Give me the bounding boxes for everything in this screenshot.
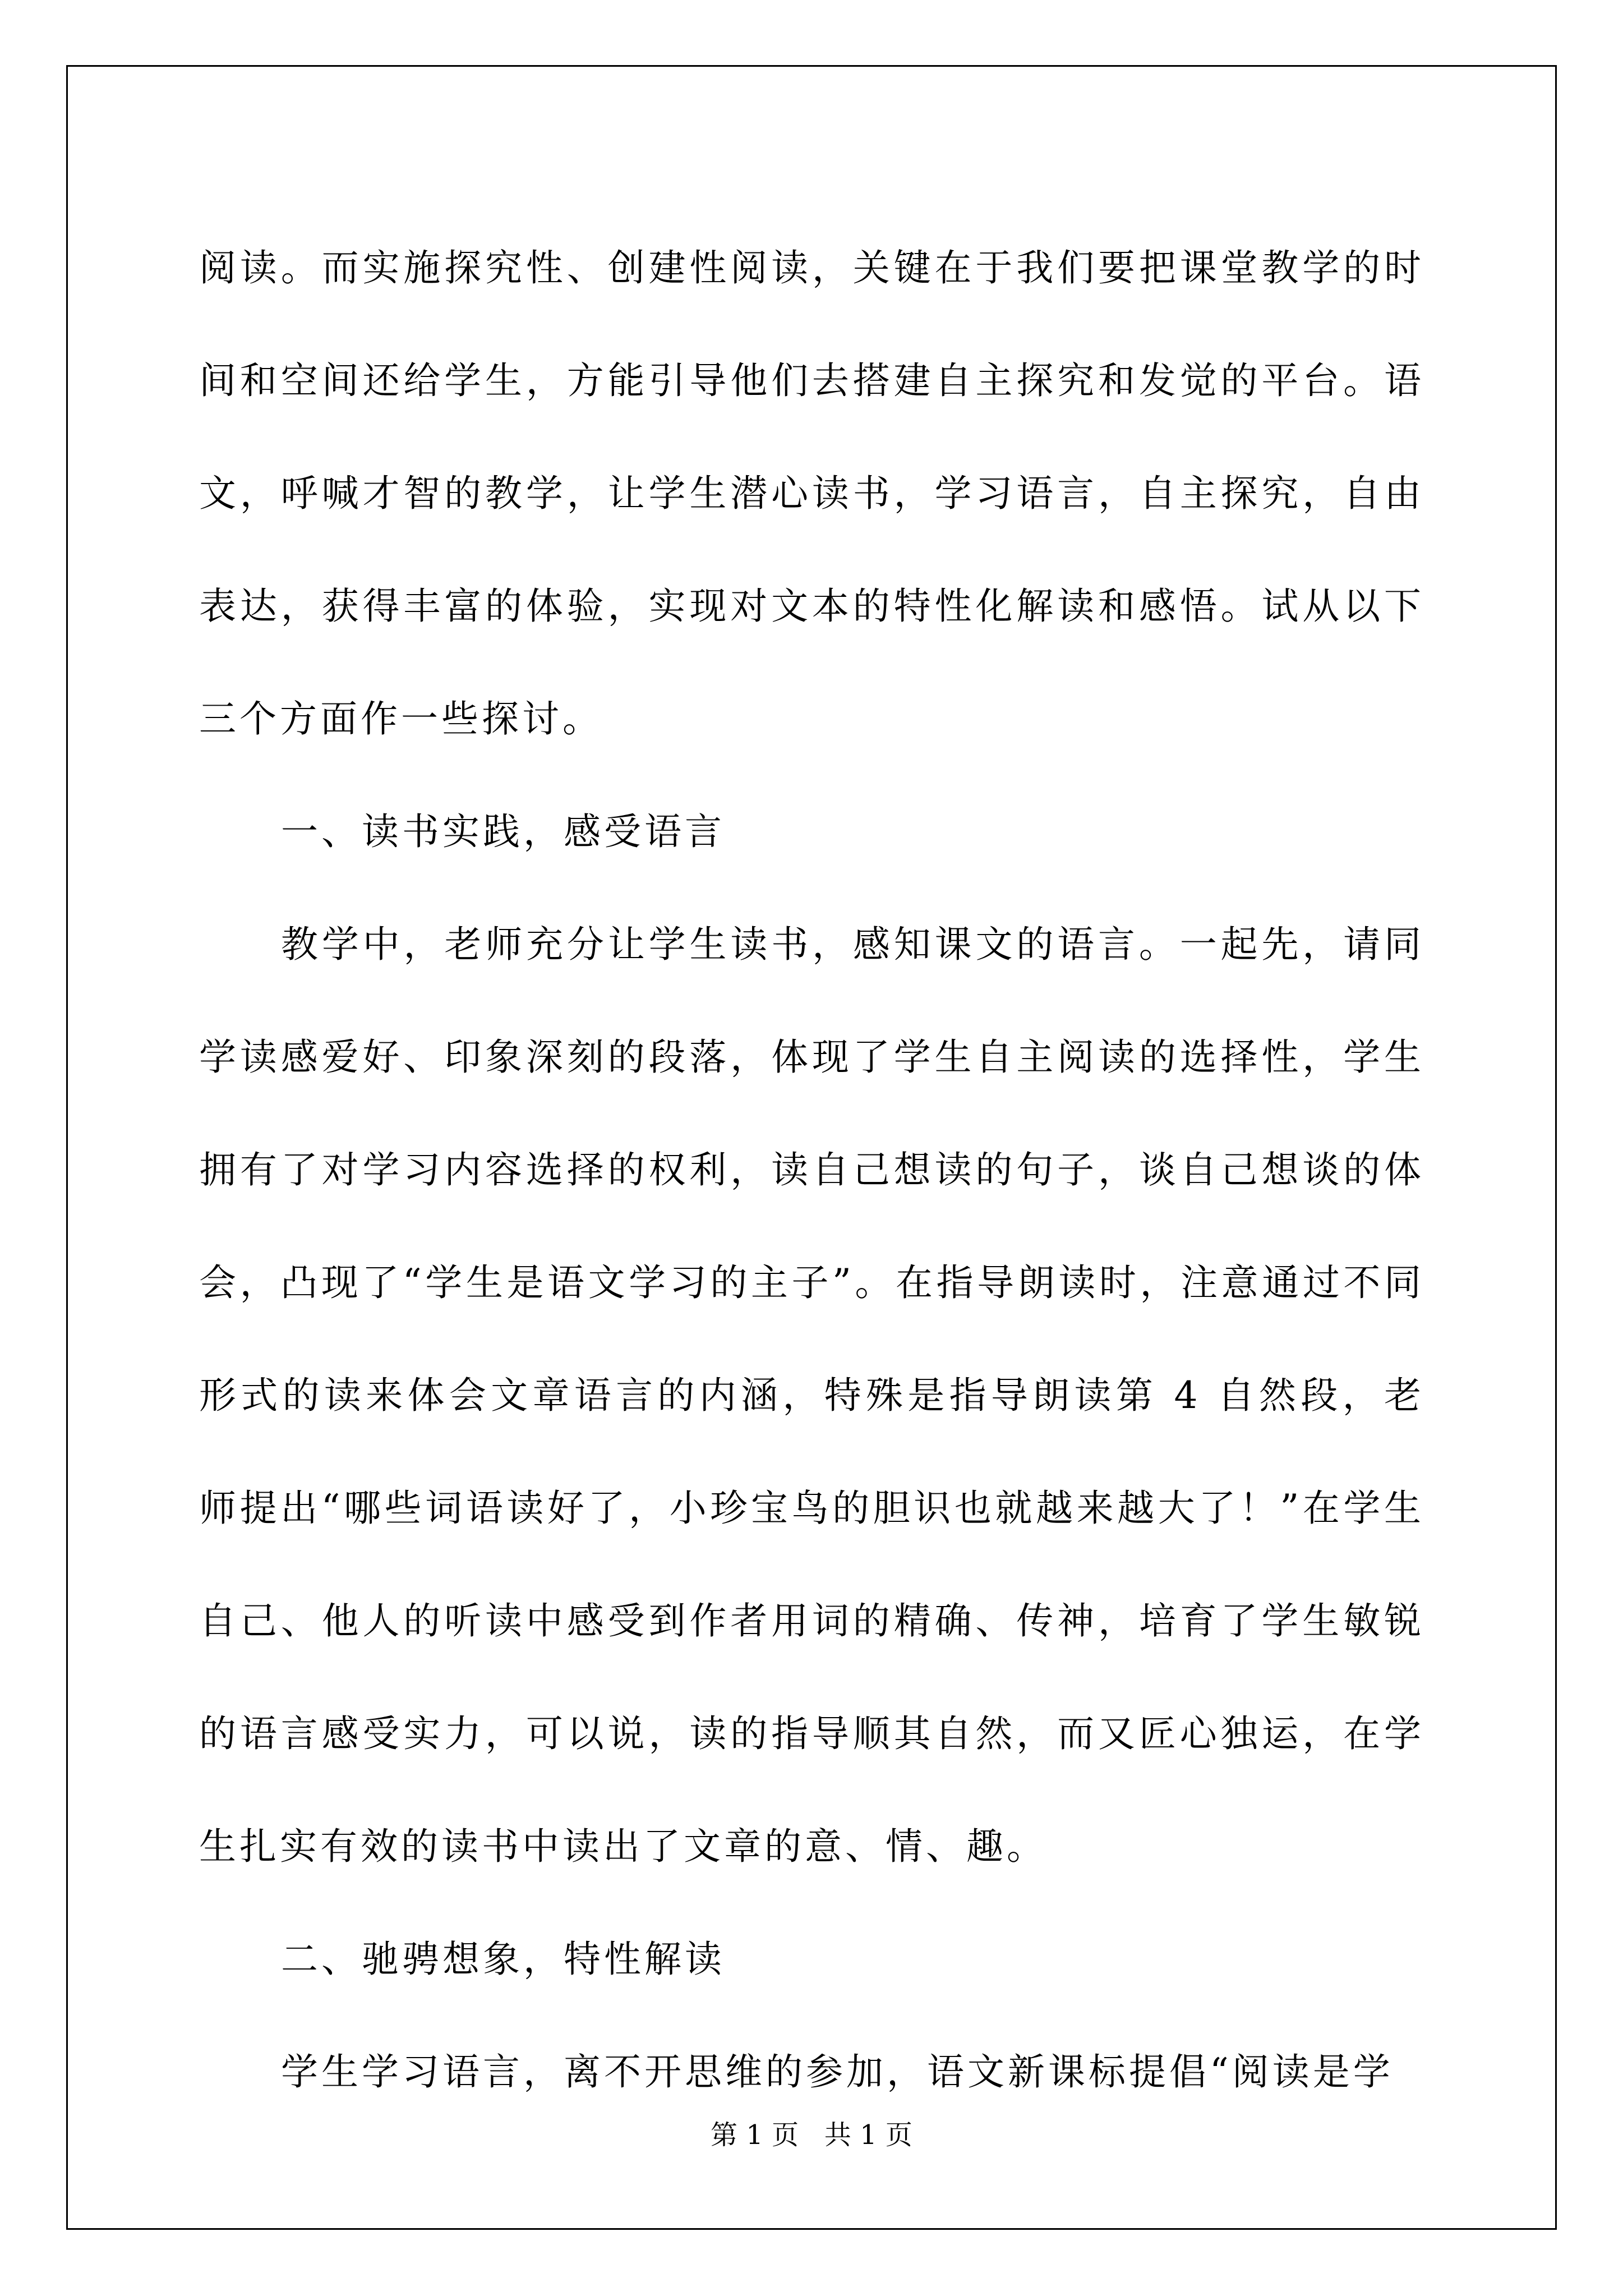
page-footer: 第 1 页 共 1 页 — [711, 2119, 912, 2151]
paragraph-section-1: 教学中，老师充分让学生读书，感知课文的语言。一起先，请同学读感爱好、印象深刻的段落，体现了学生自主阅读的选择性，学生拥有了对学习内容选择的权利，读自己想读的句子，谈自己想谈的体会，凸现了“学生是语文学习的主子”。在指导朗读时，注意通过不同形式的读来体会文章语言的内涵，特殊是指导朗读第 4 自然段，老师提出“哪些词语读好了，小珍宝鸟的胆识也就越来越大了！”在学生自己、他人的听读中感受到作者用词的精确、传神，培育了学生敏锐的语言感受实力，可以说，读的指导顺其自然，而又匠心独运，在学生扎实有效的读书中读出了文章的意、情、趣。 — [199, 923, 1424, 1868]
section-heading-1: 一、读书实践，感受语言 — [281, 810, 725, 853]
section-heading-2: 二、驰骋想象，特性解读 — [281, 1938, 725, 1981]
paragraph-intro: 阅读。而实施探究性、创建性阅读，关键在于我们要把课堂教学的时间和空间还给学生，方能引导他们去搭建自主探究和发觉的平台。语文，呼喊才智的教学，让学生潜心读书，学习语言，自主探究，自由表达，获得丰富的体验，实现对文本的特性化解读和感悟。试从以下三个方面作一些探讨。 — [199, 246, 1424, 740]
paragraph-section-2: 学生学习语言，离不开思维的参加，语文新课标提倡“阅读是学 — [281, 2050, 1394, 2093]
document-body — [199, 211, 1424, 2128]
